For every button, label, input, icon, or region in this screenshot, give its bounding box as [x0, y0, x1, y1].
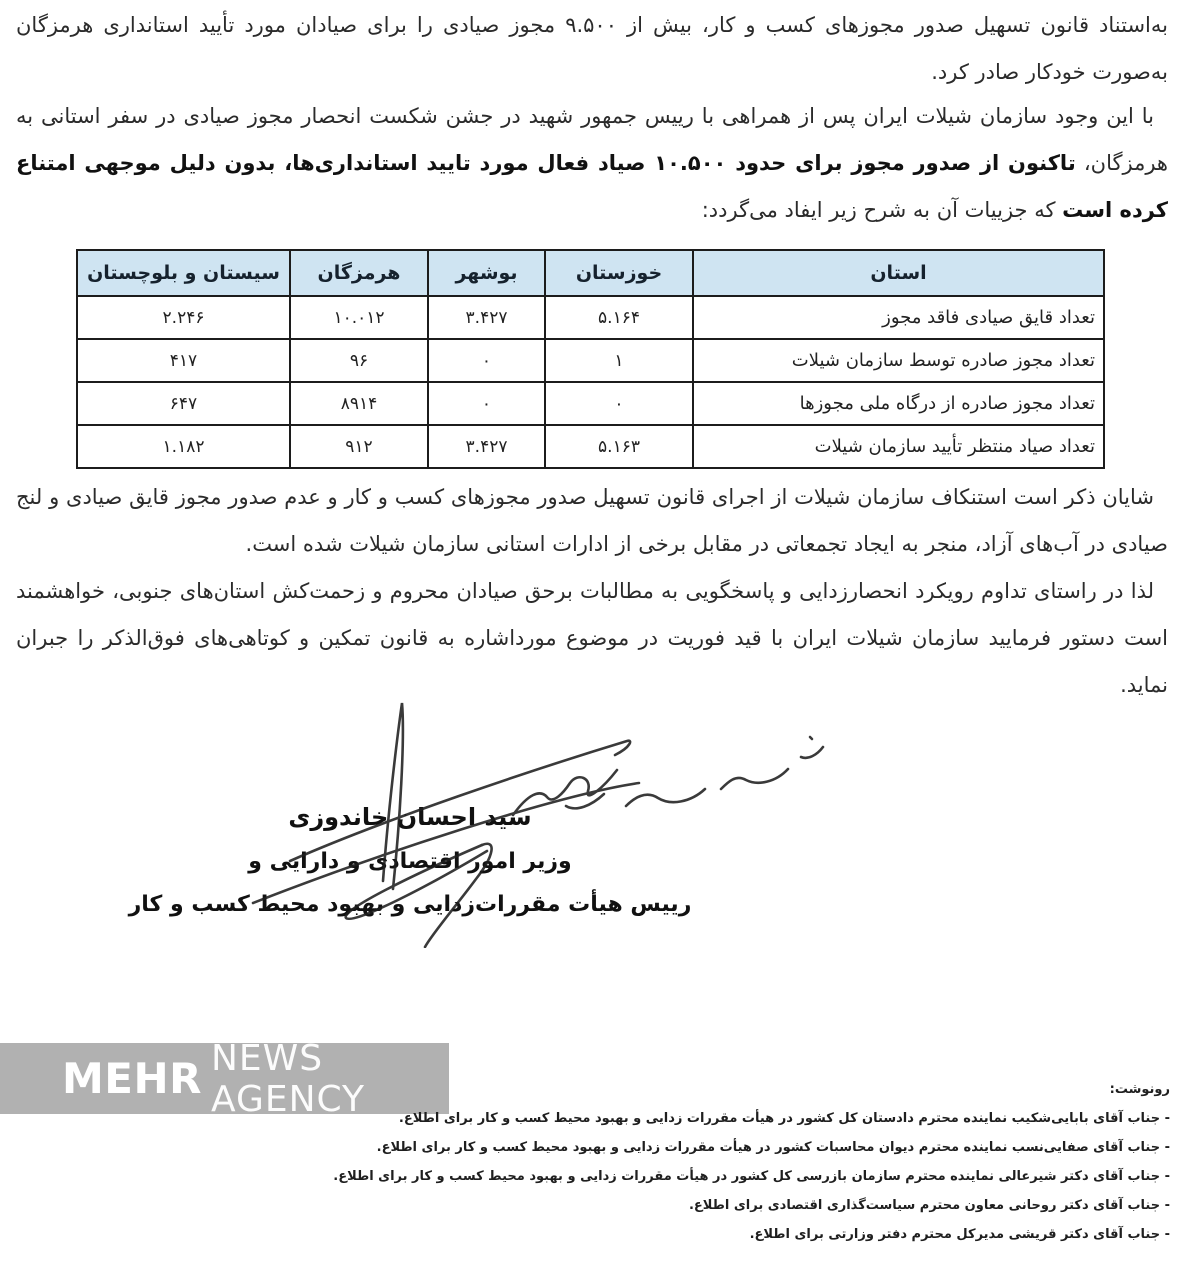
header-cell-province: استان — [693, 250, 1104, 296]
value-cell: ۸۹۱۴ — [290, 382, 428, 425]
paragraph-text: به‌استناد قانون تسهیل صدور مجوزهای کسب و کار، بیش از ۹.۵۰۰ مجوز صیادی را برای صیادان مورد تأیید استانداری هرمزگان به‌صورت خودکار صادر کرد. — [16, 13, 1168, 84]
header-cell-bushehr: بوشهر — [428, 250, 545, 296]
brand-mehr: MEHR — [62, 1054, 202, 1103]
value-cell: ۱.۱۸۲ — [77, 425, 290, 468]
paragraph-text: که جزییات آن به شرح زیر ایفاد می‌گردد: — [701, 198, 1063, 222]
body-paragraph-3 — [16, 474, 1168, 568]
body-paragraph-1 — [16, 2, 1168, 96]
signatory-name: سید احسان خاندوزی — [288, 803, 532, 831]
table-row — [77, 425, 1104, 468]
value-cell: ۹۱۲ — [290, 425, 428, 468]
table-row — [77, 296, 1104, 339]
value-cell: ۹۶ — [290, 339, 428, 382]
value-cell: ۰ — [428, 339, 545, 382]
value-cell: ۰ — [428, 382, 545, 425]
row-label-cell: تعداد قایق صیادی فاقد مجوز — [693, 296, 1104, 339]
table-row — [77, 382, 1104, 425]
table-row — [77, 339, 1104, 382]
cc-section — [20, 1075, 1170, 1249]
cc-item: - جناب آقای صفایی‌نسب نماینده محترم دیوان محاسبات کشور در هیأت مقررات زدایی و بهبود محیط کسب و کار برای اطلاع. — [376, 1140, 1170, 1155]
row-label-cell: تعداد صیاد منتظر تأیید سازمان شیلات — [693, 425, 1104, 468]
table-header-row — [77, 250, 1104, 296]
paragraph-text: شایان ذکر است استنکاف سازمان شیلات از اجرای قانون تسهیل صدور مجوزهای کسب و کار و عدم صدور مجوز قایق صیادی و لنج صیادی در آب‌های آزاد، منجر به ایجاد تجمعاتی در مقابل برخی از ادارات استانی سازمان شیلات شده است. — [16, 485, 1168, 556]
value-cell: ۲.۲۴۶ — [77, 296, 290, 339]
body-paragraph-4 — [16, 568, 1168, 709]
cc-item: - جناب آقای بابایی‌شکیب نماینده محترم دادستان کل کشور در هیأت مقررات زدایی و بهبود محیط کسب و کار برای اطلاع. — [398, 1111, 1170, 1126]
value-cell: ۴۱۷ — [77, 339, 290, 382]
value-cell: ۳.۴۲۷ — [428, 425, 545, 468]
value-cell: ۱۰.۰۱۲ — [290, 296, 428, 339]
cc-item: - جناب آقای دکتر شیرعالی نماینده محترم سازمان بازرسی کل کشور در هیأت مقررات زدایی و بهبود محیط کسب و کار برای اطلاع. — [333, 1169, 1170, 1184]
value-cell: ۵.۱۶۳ — [545, 425, 693, 468]
header-cell-khuzestan: خوزستان — [545, 250, 693, 296]
value-cell: ۶۴۷ — [77, 382, 290, 425]
permits-table — [76, 249, 1105, 469]
row-label-cell: تعداد مجوز صادره از درگاه ملی مجوزها — [693, 382, 1104, 425]
brand-news-agency: NEWS AGENCY — [210, 1037, 366, 1120]
header-cell-sistan: سیستان و بلوچستان — [77, 250, 290, 296]
body-paragraph-2 — [16, 93, 1168, 234]
cc-item: - جناب آقای دکتر قریشی مدیرکل محترم دفتر وزارتی برای اطلاع. — [749, 1227, 1170, 1242]
signatory-title-2: رییس هیأت مقررات‌زدایی و بهبود محیط کسب و کار — [128, 892, 692, 917]
value-cell: ۵.۱۶۴ — [545, 296, 693, 339]
paragraph-text: با این وجود سازمان شیلات ایران پس از همراهی با رییس جمهور شهید در جشن شکست انحصار مجوز صیادی در سفر استانی به هرمزگان، — [16, 104, 1168, 175]
value-cell: ۳.۴۲۷ — [428, 296, 545, 339]
cc-item: - جناب آقای دکتر روحانی معاون محترم سیاست‌گذاری اقتصادی برای اطلاع. — [688, 1198, 1170, 1213]
row-label-cell: تعداد مجوز صادره توسط سازمان شیلات — [693, 339, 1104, 382]
cc-header: رونوشت: — [1109, 1082, 1170, 1097]
paragraph-bold-text: تاکنون از صدور مجوز برای حدود ۱۰.۵۰۰ صیاد فعال مورد تایید استانداری‌ها، بدون دلیل موجهی امتناع کرده است — [16, 151, 1168, 222]
permits-table-wrapper — [76, 249, 1105, 469]
header-cell-hormozgan: هرمزگان — [290, 250, 428, 296]
signatory-title-1: وزیر امور اقتصادی و دارایی و — [248, 849, 572, 874]
value-cell: ۱ — [545, 339, 693, 382]
value-cell: ۰ — [545, 382, 693, 425]
paragraph-text: لذا در راستای تداوم رویکرد انحصارزدایی و پاسخگویی به مطالبات برحق صیادان محروم و زحمت‌کش استان‌های جنوبی، خواهشمند است دستور فرمایید سازمان شیلات ایران با قید فوریت در موضوع مورداشاره به قانون تمکین و کوتاهی‌های فوق‌الذکر را جبران نماید. — [16, 579, 1168, 697]
signature-block — [110, 795, 710, 926]
